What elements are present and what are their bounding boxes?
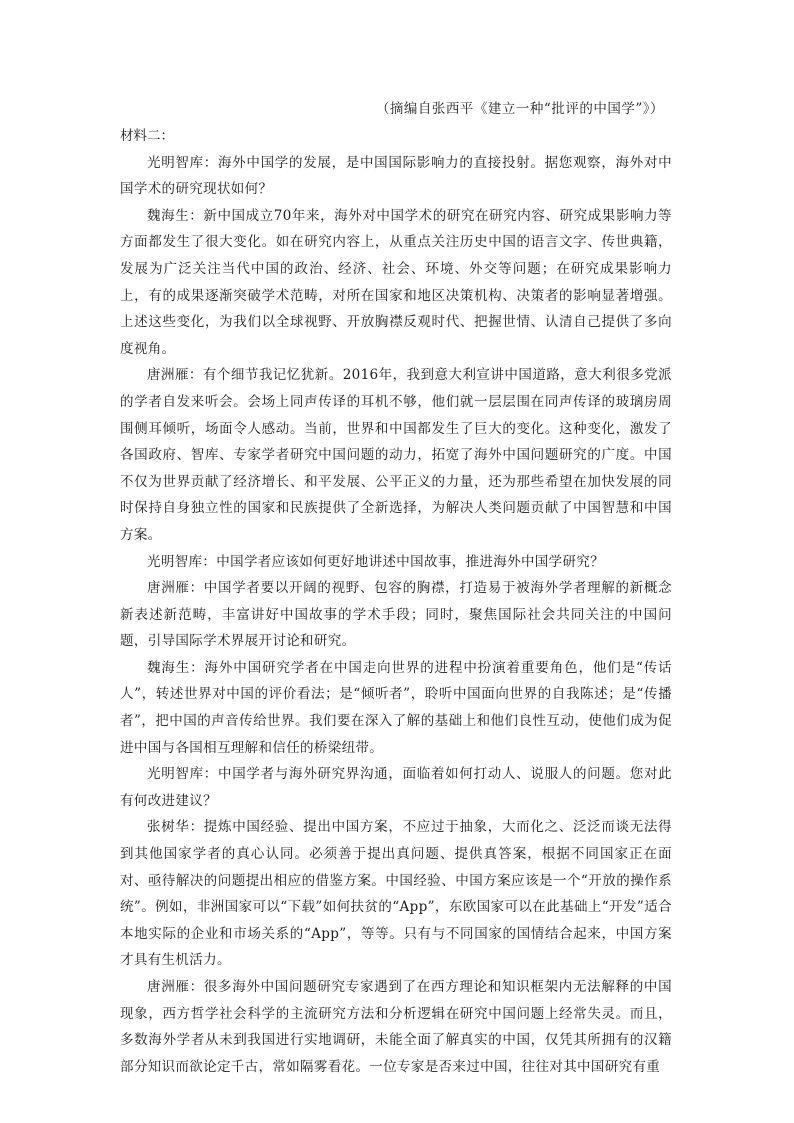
paragraph: [120, 575, 672, 655]
paragraph: [120, 203, 672, 363]
speaker-label: 唐洲雁：: [147, 367, 203, 384]
document-body: [120, 123, 672, 1080]
paragraph-text: 有个细节我记忆犹新。2016年，我到意大利宣讲中国道路，意大利很多党派的学者自发来听会。会场上同声传译的耳机不够，他们就一层层围在同声传译的玻璃房周围侧耳倾听，场面令人感动。当前，世界和中国都发生了巨大的变化。这种变化，激发了各国政府、智库、专家学者研究中国问题的动力，拓宽了海外中国问题研究的广度。中国不仅为世界贡献了经济增长、和平发展、公平正义的力量，还为那些希望在加快发展的同时保持自身独立性的国家和民族提供了全新选择，为解决人类问题贡献了中国智慧和中国方案。: [120, 367, 672, 543]
paragraph: [120, 655, 672, 761]
source-citation: （摘编自张西平《建立一种“批评的中国学”》）: [375, 101, 664, 117]
speaker-label: 光明智库：: [147, 553, 217, 570]
paragraph-text: 海外中国学的发展，是中国国际影响力的直接投射。据您观察，海外对中国学术的研究现状如何？: [120, 154, 673, 198]
paragraph-text: 海外中国研究学者在中国走向世界的进程中扮演着重要角色，他们是“传话人”，转述世界对中国的评价看法；是“倾听者”，聆听中国面向世界的自我陈述；是“传播者”，把中国的声音传给世界。我们要在深入了解的基础上和他们良性互动，使他们成为促进中国与各国相互理解和信任的桥梁纽带。: [120, 659, 672, 756]
section-heading: 材料二：: [120, 128, 174, 144]
paragraph: [120, 974, 672, 1080]
speaker-label: 光明智库：: [147, 766, 218, 783]
paragraph-text: 新中国成立70年来，海外对中国学术的研究在研究内容、研究成果影响力等方面都发生了很大变化。如在研究内容上，从重点关注历史中国的语言文字、传世典籍，发展为广泛关注当代中国的政治、经济、社会、环境、外交等问题；在研究成果影响力上，有的成果逐渐突破学术范畴，对所在国家和地区决策机构、决策者的影响显著增强。上述这些变化，为我们以全球视野、开放胸襟反观时代、把握世情、认清自己提供了多向度视角。: [120, 207, 673, 357]
paragraph: [120, 150, 672, 203]
paragraph: [120, 814, 672, 974]
speaker-label: 光明智库：: [147, 154, 218, 171]
speaker-label: 唐洲雁：: [147, 979, 204, 995]
paragraph: [120, 362, 672, 548]
speaker-label: 魏海生：: [147, 659, 205, 676]
paragraph: [120, 761, 672, 814]
paragraph-text: 中国学者应该如何更好地讲述中国故事，推进海外中国学研究？: [216, 553, 605, 570]
speaker-label: 唐洲雁：: [147, 580, 204, 597]
speaker-label: 魏海生：: [147, 207, 204, 224]
speaker-label: 张树华：: [147, 819, 204, 836]
paragraph: [120, 549, 672, 576]
paragraph-text: 中国学者要以开阔的视野、包容的胸襟，打造易于被海外学者理解的新概念新表述新范畴，丰富讲好中国故事的学术手段；同时，聚焦国际社会共同关注的中国问题，引导国际学术界展开讨论和研究。: [120, 580, 672, 650]
paragraph-text: 很多海外中国问题研究专家遇到了在西方理论和知识框架内无法解释的中国现象，西方哲学社会科学的主流研究方法和分析逻辑在研究中国问题上经常失灵。而且，多数海外学者从未到我国进行实地调研，未能全面了解真实的中国，仅凭其所拥有的汉籍部分知识而欲论定千古，常如隔雾看花。一位专家是否来过中国，往往对其中国研究有重: [120, 979, 672, 1075]
paragraph-text: 提炼中国经验、提出中国方案，不应过于抽象，大而化之、泛泛而谈无法得到其他国家学者的真心认同。必须善于提出真问题、提供真答案，根据不同国家正在面对、亟待解决的问题提出相应的借鉴方案。中国经验、中国方案应该是一个“开放的操作系统”。例如，非洲国家可以“下载”如何扶贫的“App”，东欧国家可以在此基础上“开发”适合本地实际的企业和市场关系的“App”，等等。只有与不同国家的国情结合起来，中国方案才具有生机活力。: [120, 819, 672, 969]
paragraph-text: 中国学者与海外研究界沟通，面临着如何打动人、说服人的问题。您对此有何改进建议？: [120, 766, 673, 809]
